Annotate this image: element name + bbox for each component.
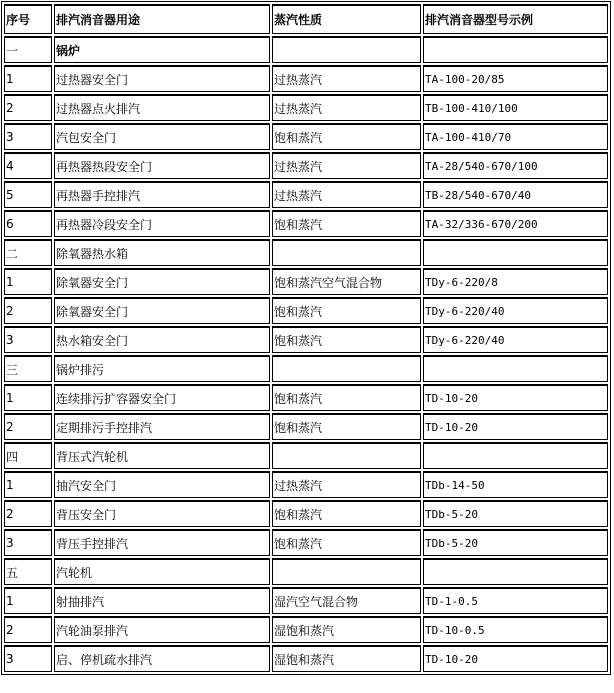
cell-use: 汽轮油泵排汽 xyxy=(54,616,270,643)
cell-model: TA-28/540-670/100 xyxy=(423,152,608,179)
cell-steam: 过热蒸汽 xyxy=(272,65,421,92)
table-row xyxy=(4,268,608,295)
table-row xyxy=(4,210,608,237)
cell-model xyxy=(423,239,608,266)
cell-steam: 过热蒸汽 xyxy=(272,152,421,179)
cell-use: 射抽排汽 xyxy=(54,587,270,614)
cell-steam: 湿汽空气混合物 xyxy=(272,587,421,614)
cell-use: 连续排污扩容器安全门 xyxy=(54,384,270,411)
cell-no: 三 xyxy=(4,355,52,382)
cell-model: TD-10-20 xyxy=(423,413,608,440)
cell-model: TDy-6-220/8 xyxy=(423,268,608,295)
cell-steam: 过热蒸汽 xyxy=(272,471,421,498)
cell-no: 2 xyxy=(4,616,52,643)
cell-model: TB-100-410/100 xyxy=(423,94,608,121)
cell-no: 五 xyxy=(4,558,52,585)
cell-steam: 饱和蒸汽 xyxy=(272,500,421,527)
cell-steam: 饱和蒸汽 xyxy=(272,326,421,353)
cell-steam: 饱和蒸汽 xyxy=(272,210,421,237)
section-row xyxy=(4,36,608,63)
header-steam: 蒸汽性质 xyxy=(272,4,421,34)
cell-model: TD-10-0.5 xyxy=(423,616,608,643)
table-row xyxy=(4,645,608,672)
cell-use: 除氧器安全门 xyxy=(54,268,270,295)
table-row xyxy=(4,94,608,121)
cell-no: 3 xyxy=(4,645,52,672)
cell-model: TB-28/540-670/40 xyxy=(423,181,608,208)
cell-use: 再热器热段安全门 xyxy=(54,152,270,179)
cell-model xyxy=(423,36,608,63)
cell-model: TD-10-20 xyxy=(423,645,608,672)
cell-no: 1 xyxy=(4,471,52,498)
section-row xyxy=(4,558,608,585)
cell-steam: 饱和蒸汽 xyxy=(272,413,421,440)
table-header-row xyxy=(4,4,608,34)
table-row xyxy=(4,529,608,556)
cell-use: 背压手控排汽 xyxy=(54,529,270,556)
cell-model xyxy=(423,558,608,585)
cell-model: TD-10-20 xyxy=(423,384,608,411)
cell-steam: 过热蒸汽 xyxy=(272,94,421,121)
table-row xyxy=(4,326,608,353)
cell-no: 5 xyxy=(4,181,52,208)
cell-no: 2 xyxy=(4,413,52,440)
cell-use: 热水箱安全门 xyxy=(54,326,270,353)
cell-use: 再热器冷段安全门 xyxy=(54,210,270,237)
cell-use: 再热器手控排汽 xyxy=(54,181,270,208)
cell-no: 2 xyxy=(4,500,52,527)
cell-no: 6 xyxy=(4,210,52,237)
header-model: 排汽消音器型号示例 xyxy=(423,4,608,34)
table-row xyxy=(4,152,608,179)
table-row xyxy=(4,123,608,150)
cell-steam xyxy=(272,239,421,266)
cell-steam xyxy=(272,558,421,585)
cell-model: TDb-14-50 xyxy=(423,471,608,498)
cell-model xyxy=(423,442,608,469)
section-row xyxy=(4,355,608,382)
cell-model xyxy=(423,355,608,382)
section-row xyxy=(4,239,608,266)
header-no: 序号 xyxy=(4,4,52,34)
cell-steam xyxy=(272,355,421,382)
cell-steam xyxy=(272,442,421,469)
cell-model: TA-32/336-670/200 xyxy=(423,210,608,237)
cell-use: 锅炉 xyxy=(54,36,270,63)
table-row xyxy=(4,181,608,208)
silencer-table xyxy=(1,1,611,675)
cell-model: TA-100-410/70 xyxy=(423,123,608,150)
cell-no: 2 xyxy=(4,297,52,324)
table-row xyxy=(4,471,608,498)
cell-no: 1 xyxy=(4,65,52,92)
cell-use: 过热器安全门 xyxy=(54,65,270,92)
table-row xyxy=(4,413,608,440)
cell-no: 二 xyxy=(4,239,52,266)
cell-use: 背压安全门 xyxy=(54,500,270,527)
cell-no: 4 xyxy=(4,152,52,179)
cell-use: 除氧器热水箱 xyxy=(54,239,270,266)
cell-steam: 饱和蒸汽 xyxy=(272,297,421,324)
cell-steam: 饱和蒸汽 xyxy=(272,123,421,150)
cell-use: 背压式汽轮机 xyxy=(54,442,270,469)
cell-model: TDy-6-220/40 xyxy=(423,326,608,353)
cell-use: 定期排污手控排汽 xyxy=(54,413,270,440)
cell-model: TDb-5-20 xyxy=(423,500,608,527)
cell-steam: 过热蒸汽 xyxy=(272,181,421,208)
table-row xyxy=(4,500,608,527)
cell-no: 2 xyxy=(4,94,52,121)
cell-no: 3 xyxy=(4,326,52,353)
cell-use: 过热器点火排汽 xyxy=(54,94,270,121)
table-row xyxy=(4,616,608,643)
cell-steam xyxy=(272,36,421,63)
cell-model: TDb-5-20 xyxy=(423,529,608,556)
header-use: 排汽消音器用途 xyxy=(54,4,270,34)
cell-use: 锅炉排污 xyxy=(54,355,270,382)
cell-no: 1 xyxy=(4,268,52,295)
cell-no: 3 xyxy=(4,529,52,556)
cell-model: TDy-6-220/40 xyxy=(423,297,608,324)
cell-use: 启、停机疏水排汽 xyxy=(54,645,270,672)
cell-model: TD-1-0.5 xyxy=(423,587,608,614)
cell-use: 抽汽安全门 xyxy=(54,471,270,498)
cell-no: 一 xyxy=(4,36,52,63)
cell-steam: 饱和蒸汽 xyxy=(272,529,421,556)
cell-use: 除氧器安全门 xyxy=(54,297,270,324)
cell-steam: 饱和蒸汽 xyxy=(272,384,421,411)
table-row xyxy=(4,587,608,614)
cell-no: 1 xyxy=(4,384,52,411)
cell-use: 汽包安全门 xyxy=(54,123,270,150)
table-row xyxy=(4,297,608,324)
section-row xyxy=(4,442,608,469)
cell-steam: 湿饱和蒸汽 xyxy=(272,616,421,643)
cell-steam: 湿饱和蒸汽 xyxy=(272,645,421,672)
cell-no: 1 xyxy=(4,587,52,614)
table-row xyxy=(4,384,608,411)
cell-no: 3 xyxy=(4,123,52,150)
table-row xyxy=(4,65,608,92)
cell-no: 四 xyxy=(4,442,52,469)
cell-use: 汽轮机 xyxy=(54,558,270,585)
cell-model: TA-100-20/85 xyxy=(423,65,608,92)
cell-steam: 饱和蒸汽空气混合物 xyxy=(272,268,421,295)
